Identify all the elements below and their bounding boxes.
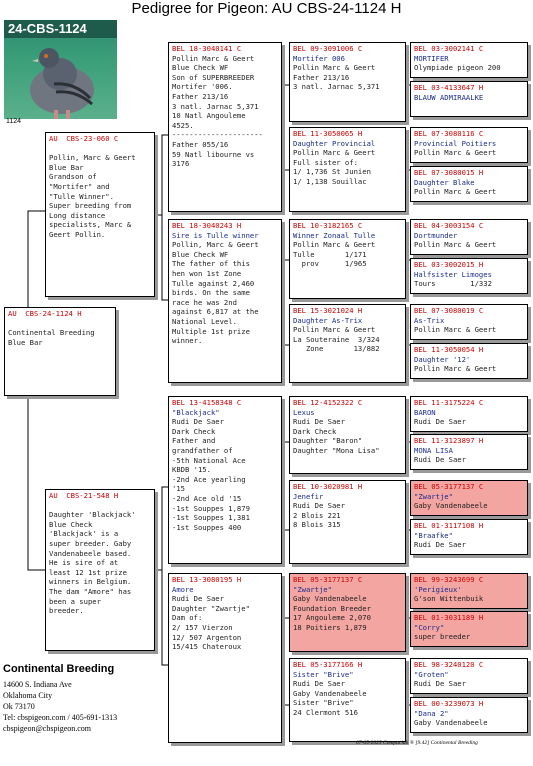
ggp-name: Jenefir: [293, 491, 324, 501]
ggp-line: 1/ 1,138 Souillac: [293, 176, 367, 186]
sire-ring: AU CBS-23-060 C: [49, 134, 119, 143]
dd-line: Rudi De Saer: [172, 594, 224, 604]
dam-card[interactable]: [45, 489, 155, 651]
ds-line: Father and: [172, 436, 216, 446]
dam-line: super breeder. Gaby: [49, 538, 132, 548]
dd-line: 15/415 Chateroux: [172, 642, 242, 652]
ggp-line: 3 natl. Jarnac 5,371: [293, 82, 380, 92]
ggp-card-sdd[interactable]: [289, 304, 406, 383]
g4-card[interactable]: [410, 658, 528, 694]
g4-line: Rudi De Saer: [414, 679, 466, 689]
ggp-name: "Zwartje": [293, 584, 332, 594]
dam-ring: AU CBS-21-548 H: [49, 491, 119, 500]
granddam-paternal-card[interactable]: [168, 219, 282, 383]
g4-line: Pollin Marc & Geert: [414, 240, 497, 250]
g4-card[interactable]: [410, 258, 528, 294]
g4-name: "Corry": [414, 622, 445, 632]
dd-name: Amore: [172, 584, 194, 594]
ds-line: '15: [172, 484, 185, 494]
g4-ring: BEL 11-3050054 H: [414, 345, 484, 354]
ggp-ring: BEL 11-3050065 H: [293, 129, 363, 138]
grandsire-maternal-card[interactable]: [168, 396, 282, 564]
g4-name: Dortmunder: [414, 230, 458, 240]
ggp-line: Rudi De Saer: [293, 501, 345, 511]
subject-line: Blue Bar: [8, 337, 43, 347]
g4-ring: BEL 11-3123897 H: [414, 436, 484, 445]
g4-ring: BEL 03-3002141 C: [414, 44, 484, 53]
g4-ring: BEL 00-3239073 H: [414, 699, 484, 708]
g4-ring: BEL 01-3117108 H: [414, 521, 484, 530]
g4-line: Tours 1/332: [414, 279, 492, 289]
g4-name: BARON: [414, 407, 436, 417]
g4-name: Halfsister Limoges: [414, 269, 492, 279]
sire-line: specialists, Marc &: [49, 220, 132, 230]
ds-line: -2nd Ace old '15: [172, 493, 242, 503]
ss-line: Son of SUPERBREEDER: [172, 72, 255, 82]
breeder-name: Continental Breeding: [3, 663, 115, 675]
ggp-name: Mortifer 006: [293, 53, 345, 63]
sd-line: The father of this: [172, 259, 250, 269]
g4-card[interactable]: [410, 81, 528, 117]
breeder-info: [3, 662, 163, 734]
sd-line: birds. On the same: [172, 288, 250, 298]
g4-card[interactable]: [410, 396, 528, 432]
ds-line: -2nd Ace yearling: [172, 474, 246, 484]
ggp-card-dds[interactable]: [289, 573, 406, 652]
sd-line: Tulle against 2,460: [172, 278, 255, 288]
g4-ring: BEL 07-3080116 C: [414, 129, 484, 138]
ss-line: Pollin Marc & Geert: [172, 53, 255, 63]
g4-card[interactable]: [410, 519, 528, 555]
g4-line: Rudi De Saer: [414, 455, 466, 465]
g4-ring: BEL 11-3175224 C: [414, 398, 484, 407]
breeder-address: 14600 S. Indiana Ave: [3, 680, 72, 689]
ggp-line: 1/ 1,736 St Junien: [293, 167, 371, 177]
dd-line: Daughter "Zwartje": [172, 603, 250, 613]
ggp-line: Pollin Marc & Geert: [293, 63, 376, 73]
g4-name: 'Perigieux': [414, 584, 462, 594]
g4-name: MONA LISA: [414, 445, 453, 455]
g4-line: Rudi De Saer: [414, 540, 466, 550]
g4-card[interactable]: [410, 697, 528, 733]
g4-line: Rudi De Saer: [414, 417, 466, 427]
sire-line: Grandson of: [49, 172, 97, 182]
ss-line: Father 055/16: [172, 139, 229, 149]
ggp-card-sds[interactable]: [289, 219, 406, 299]
dam-line: least 12 1st prize: [49, 567, 127, 577]
g4-line: Gaby Vandenabeele: [414, 718, 488, 728]
ggp-ring: BEL 05-3177166 H: [293, 660, 363, 669]
ggp-name: Lexus: [293, 407, 315, 417]
dam-line: been a super: [49, 596, 101, 606]
granddam-maternal-card[interactable]: [168, 573, 282, 743]
ggp-line: Tulle 1/171: [293, 249, 367, 259]
sire-line: Blue Bar: [49, 162, 84, 172]
g4-ring: BEL 04-3003154 C: [414, 221, 484, 230]
g4-name: Provincial Poitiers: [414, 138, 497, 148]
g4-card[interactable]: [410, 611, 528, 647]
ggp-line: La Souteraine 3/324: [293, 334, 380, 344]
sd-line: hen won 1st Zone: [172, 268, 242, 278]
dam-line: Blue Check: [49, 519, 93, 529]
dam-line: winners in Belgium.: [49, 577, 132, 587]
g4-ring: BEL 01-3031189 H: [414, 613, 484, 622]
dam-line: He is sire of at: [49, 558, 119, 568]
g4-line: Olympiade pigeon 200: [414, 63, 501, 73]
g4-line: super breeder: [414, 632, 471, 642]
ggp-line: Zone 13/882: [293, 344, 380, 354]
ds-line: Rudi De Saer: [172, 417, 224, 427]
ggp-line: 2 Blois 221: [293, 510, 341, 520]
dam-line: Vandenabeele based.: [49, 548, 132, 558]
ss-line: Blue Check WF: [172, 63, 229, 73]
dd-line: 2/ 157 Vierzon: [172, 622, 233, 632]
ss-ring: BEL 18-3040141 C: [172, 44, 242, 53]
sd-name: Sire is Tulle winner: [172, 230, 259, 240]
g4-card[interactable]: [410, 127, 528, 163]
ggp-ring: BEL 12-4152322 C: [293, 398, 363, 407]
breeder-email[interactable]: cbspigeon@cbspigeon.com: [3, 724, 92, 733]
ggp-ring: BEL 05-3177137 C: [293, 575, 363, 584]
ss-line: Father 213/16: [172, 91, 229, 101]
ds-line: KBDB '15.: [172, 465, 211, 475]
ggp-name: Sister "Brive": [293, 669, 354, 679]
g4-name: As-Trix: [414, 315, 445, 325]
ggp-line: Daughter "Mona Lisa": [293, 445, 380, 455]
ds-line: -1st Souppes 400: [172, 522, 242, 532]
ds-line: -5th National Ace: [172, 455, 246, 465]
g4-card[interactable]: [410, 42, 528, 78]
g4-line: Pollin Marc & Geert: [414, 187, 497, 197]
g4-line: Pollin Marc & Geert: [414, 364, 497, 374]
ggp-card-dsd[interactable]: [289, 480, 406, 564]
ss-line: 4525.: [172, 120, 194, 130]
sire-line: Geert Pollin.: [49, 229, 106, 239]
ss-line: Mortifer '006.: [172, 82, 233, 92]
sire-line: "Mortifer" and: [49, 181, 110, 191]
ggp-ring: BEL 10-3182165 C: [293, 221, 363, 230]
ss-line: 3 natl. Jarnac 5,371: [172, 101, 259, 111]
sd-line: against 6,817 at the: [172, 307, 259, 317]
g4-name: Daughter Blake: [414, 177, 475, 187]
dd-line: Dam of:: [172, 613, 203, 623]
g4-card[interactable]: [410, 304, 528, 340]
sd-ring: BEL 18-3040243 H: [172, 221, 242, 230]
ggp-line: Gaby Vandenabeele: [293, 594, 367, 604]
ds-line: Dark Check: [172, 426, 216, 436]
sire-line: "Tulle Winner".: [49, 191, 114, 201]
g4-line: Pollin Marc & Geert: [414, 325, 497, 335]
ds-line: -1st Souppes 1,879: [172, 503, 250, 513]
g4-card[interactable]: [410, 434, 528, 470]
g4-name: BLAUW ADMIRAALKE: [414, 92, 484, 102]
breeder-zip: Ok 73170: [3, 702, 35, 711]
g4-line: Gaby Vandenabeele: [414, 501, 488, 511]
g4-card[interactable]: [410, 343, 528, 379]
ggp-name: Winner Zonaal Tulle: [293, 230, 376, 240]
dd-ring: BEL 13-3080195 H: [172, 575, 242, 584]
ggp-ring: BEL 09-3091006 C: [293, 44, 363, 53]
ggp-line: Rudi De Saer: [293, 417, 345, 427]
ggp-line: 8 Blois 315: [293, 520, 341, 530]
ggp-card-ddd[interactable]: [289, 658, 406, 742]
breeder-tel[interactable]: Tel: cbspigeon.com / 405-691-1313: [3, 713, 118, 722]
ggp-line: Father 213/16: [293, 72, 350, 82]
g4-name: "Groten": [414, 669, 449, 679]
photo-caption: 1124: [6, 118, 22, 125]
ss-line: 3176: [172, 159, 190, 169]
g4-name: Daughter '12': [414, 354, 471, 364]
g4-ring: BEL 99-3243699 C: [414, 575, 484, 584]
ds-line: -1st Souppes 1,381: [172, 513, 250, 523]
subject-line: Continental Breeding: [8, 328, 95, 338]
ggp-line: 24 Clermont 516: [293, 707, 358, 717]
grandsire-paternal-card[interactable]: [168, 42, 282, 212]
ggp-card-sss[interactable]: [289, 42, 406, 122]
ggp-line: Dark Check: [293, 426, 337, 436]
g4-name: "Dana 2": [414, 708, 449, 718]
g4-ring: BEL 05-3177137 C: [414, 482, 484, 491]
ggp-line: Full sister of:: [293, 157, 358, 167]
ggp-line: Daughter "Baron": [293, 436, 363, 446]
sd-line: Blue Check WF: [172, 249, 229, 259]
g4-name: "Braafke": [414, 530, 453, 540]
subject-card[interactable]: [4, 307, 116, 396]
g4-name: "Zwartje": [414, 491, 453, 501]
g4-ring: BEL 03-4133647 H: [414, 83, 484, 92]
g4-ring: BEL 98-3240120 C: [414, 660, 484, 669]
dam-line: The dam "Amore" has: [49, 586, 132, 596]
ggp-line: Sister "Brive": [293, 698, 354, 708]
ggp-line: 18 Poitiers 1,879: [293, 622, 367, 632]
sire-card[interactable]: [45, 132, 155, 297]
ds-name: "Blackjack": [172, 407, 220, 417]
dam-line: breeder.: [49, 606, 84, 616]
g4-card[interactable]: [410, 166, 528, 202]
subject-ring: AU CBS-24-1124 H: [8, 309, 82, 318]
ggp-line: Foundation Breeder: [293, 603, 371, 613]
breeder-city: Oklahoma City: [3, 691, 53, 700]
ds-ring: BEL 13-4158348 C: [172, 398, 242, 407]
ggp-line: Pollin Marc & Geert: [293, 325, 376, 335]
sd-line: race he was 2nd: [172, 297, 237, 307]
g4-line: G'son Wittenbuik: [414, 594, 484, 604]
g4-card[interactable]: [410, 573, 528, 609]
ggp-name: Daughter Provincial: [293, 138, 376, 148]
footer-text: 07-05-2025 Compuclub ® [9.42] Continental Breeding: [356, 740, 478, 746]
ggp-line: prov 1/965: [293, 259, 367, 269]
ggp-name: Daughter As-Trix: [293, 315, 363, 325]
dam-line: Daughter 'Blackjack': [49, 510, 136, 520]
sd-line: National Level.: [172, 316, 237, 326]
ds-line: grandfather of: [172, 445, 233, 455]
photo-band-label: 24-CBS-1124: [4, 20, 117, 38]
sd-line: winner.: [172, 336, 203, 346]
sd-line: Pollin, Marc & Geert: [172, 240, 259, 250]
dam-line: 'Blackjack' is a: [49, 529, 119, 539]
dd-line: 12/ 507 Argenton: [172, 632, 242, 642]
ss-line: ---------------------: [172, 130, 263, 140]
sire-line: Pollin, Marc & Geert: [49, 153, 136, 163]
ss-line: 10 Natl Angouleme: [172, 111, 246, 121]
sd-line: Multiple 1st prize: [172, 326, 250, 336]
g4-line: Pollin Marc & Geert: [414, 148, 497, 158]
sire-line: Super breeding from: [49, 201, 132, 211]
g4-card[interactable]: [410, 480, 528, 516]
ggp-line: Gaby Vandenabeele: [293, 688, 367, 698]
sire-line: Long distance: [49, 210, 106, 220]
ggp-ring: BEL 15-3021024 H: [293, 306, 363, 315]
g4-ring: BEL 07-3080019 C: [414, 306, 484, 315]
ggp-line: 17 Angouleme 2,070: [293, 613, 371, 623]
g4-ring: BEL 03-3002015 H: [414, 260, 484, 269]
page-title: Pedigree for Pigeon: AU CBS-24-1124 H: [131, 0, 402, 17]
g4-card[interactable]: [410, 219, 528, 255]
ggp-card-dss[interactable]: [289, 396, 406, 474]
g4-name: MORTIFER: [414, 53, 449, 63]
ss-line: 59 Natl libourne vs: [172, 149, 255, 159]
g4-ring: BEL 07-3080015 H: [414, 168, 484, 177]
ggp-line: Rudi De Saer: [293, 679, 345, 689]
ggp-line: Pollin Marc & Geert: [293, 148, 376, 158]
ggp-line: Pollin Marc & Geert: [293, 240, 376, 250]
ggp-ring: BEL 10-3020981 H: [293, 482, 363, 491]
ggp-card-ssd[interactable]: [289, 127, 406, 212]
